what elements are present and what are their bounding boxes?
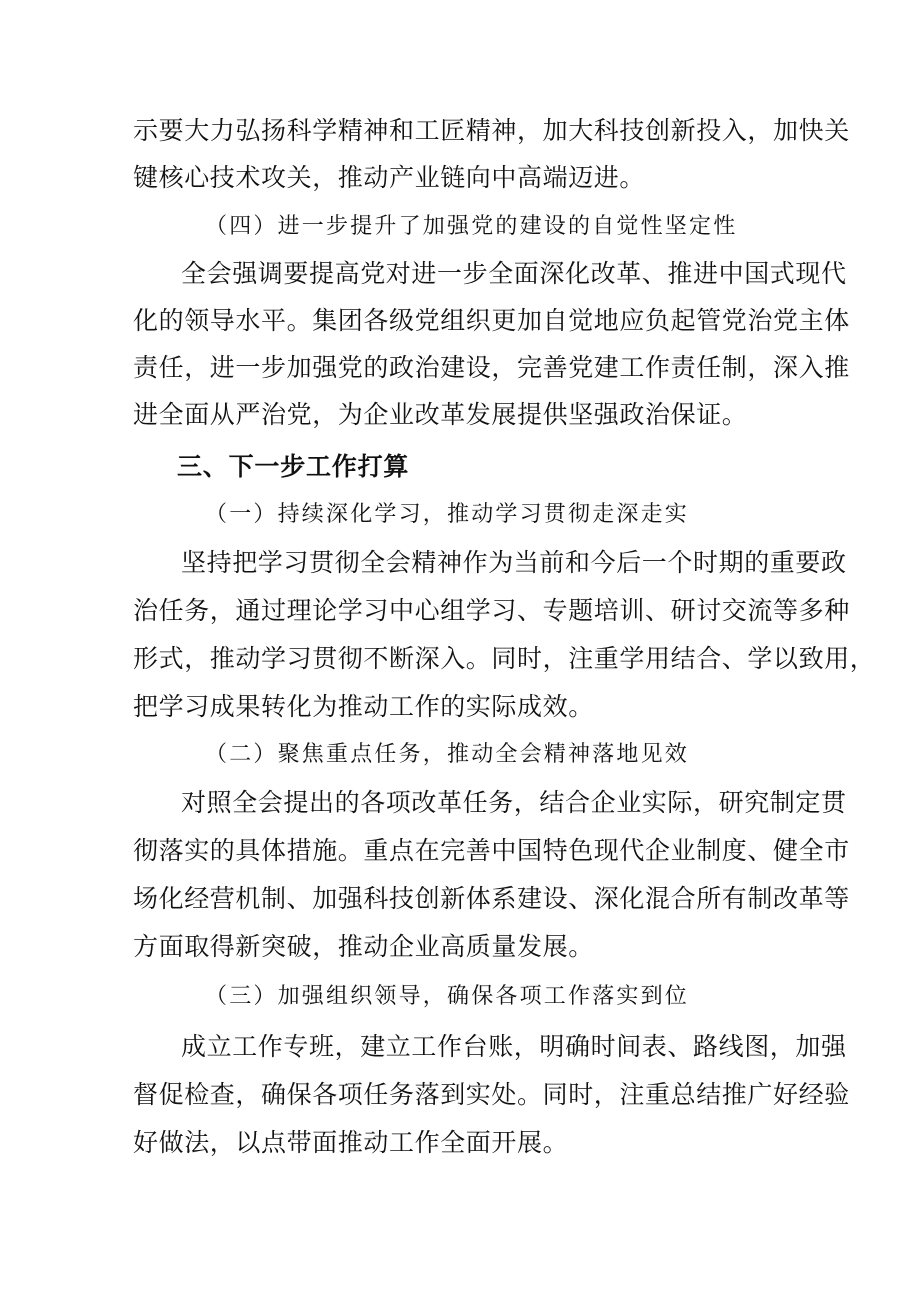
paragraph-line: 把学习成果转化为推动工作的实际成效。 bbox=[133, 692, 594, 721]
paragraph-line: 进全面从严治党，为企业改革发展提供坚强政治保证。 bbox=[133, 400, 748, 429]
paragraph-line: 键核心技术攻关，推动产业链向中高端迈进。 bbox=[133, 163, 646, 192]
paragraph-line: 对照全会提出的各项改革任务，结合企业实际，研究制定贯 bbox=[181, 788, 847, 817]
paragraph-line: 成立工作专班，建立工作台账，明确时间表、路线图，加强 bbox=[181, 1032, 847, 1061]
paragraph-line: 彻落实的具体措施。重点在完善中国特色现代企业制度、健全市 bbox=[133, 836, 850, 865]
paragraph-line: 方面取得新突破，推动企业高质量发展。 bbox=[133, 932, 594, 961]
chapter-heading: 三、下一步工作打算 bbox=[177, 452, 410, 481]
section-three-title: （三）加强组织领导，确保各项工作落实到位 bbox=[205, 984, 690, 1009]
paragraph-line: 责任，进一步加强党的政治建设，完善党建工作责任制，深入推 bbox=[133, 353, 850, 382]
paragraph-line: 全会强调要提高党对进一步全面深化改革、推进中国式现代 bbox=[181, 259, 847, 288]
paragraph-line: 好做法，以点带面推动工作全面开展。 bbox=[133, 1128, 569, 1157]
paragraph-line: 坚持把学习贯彻全会精神作为当前和今后一个时期的重要政 bbox=[181, 548, 847, 577]
section-four-title: （四）进一步提升了加强党的建设的自觉性坚定性 bbox=[205, 214, 738, 239]
paragraph-line: 督促检查，确保各项任务落到实处。同时，注重总结推广好经验 bbox=[133, 1080, 850, 1109]
paragraph-line: 示要大力弘扬科学精神和工匠精神，加大科技创新投入，加快关 bbox=[133, 116, 850, 145]
paragraph-line: 化的领导水平。集团各级党组织更加自觉地应负起管党治党主体 bbox=[133, 306, 850, 335]
paragraph-line: 治任务，通过理论学习中心组学习、专题培训、研讨交流等多种 bbox=[133, 596, 850, 625]
section-one-title: （一）持续深化学习，推动学习贯彻走深走实 bbox=[205, 502, 690, 527]
section-two-title: （二）聚焦重点任务，推动全会精神落地见效 bbox=[205, 742, 690, 767]
paragraph-line: 场化经营机制、加强科技创新体系建设、深化混合所有制改革等 bbox=[133, 884, 850, 913]
paragraph-line: 形式，推动学习贯彻不断深入。同时，注重学用结合、学以致用， bbox=[133, 644, 876, 673]
